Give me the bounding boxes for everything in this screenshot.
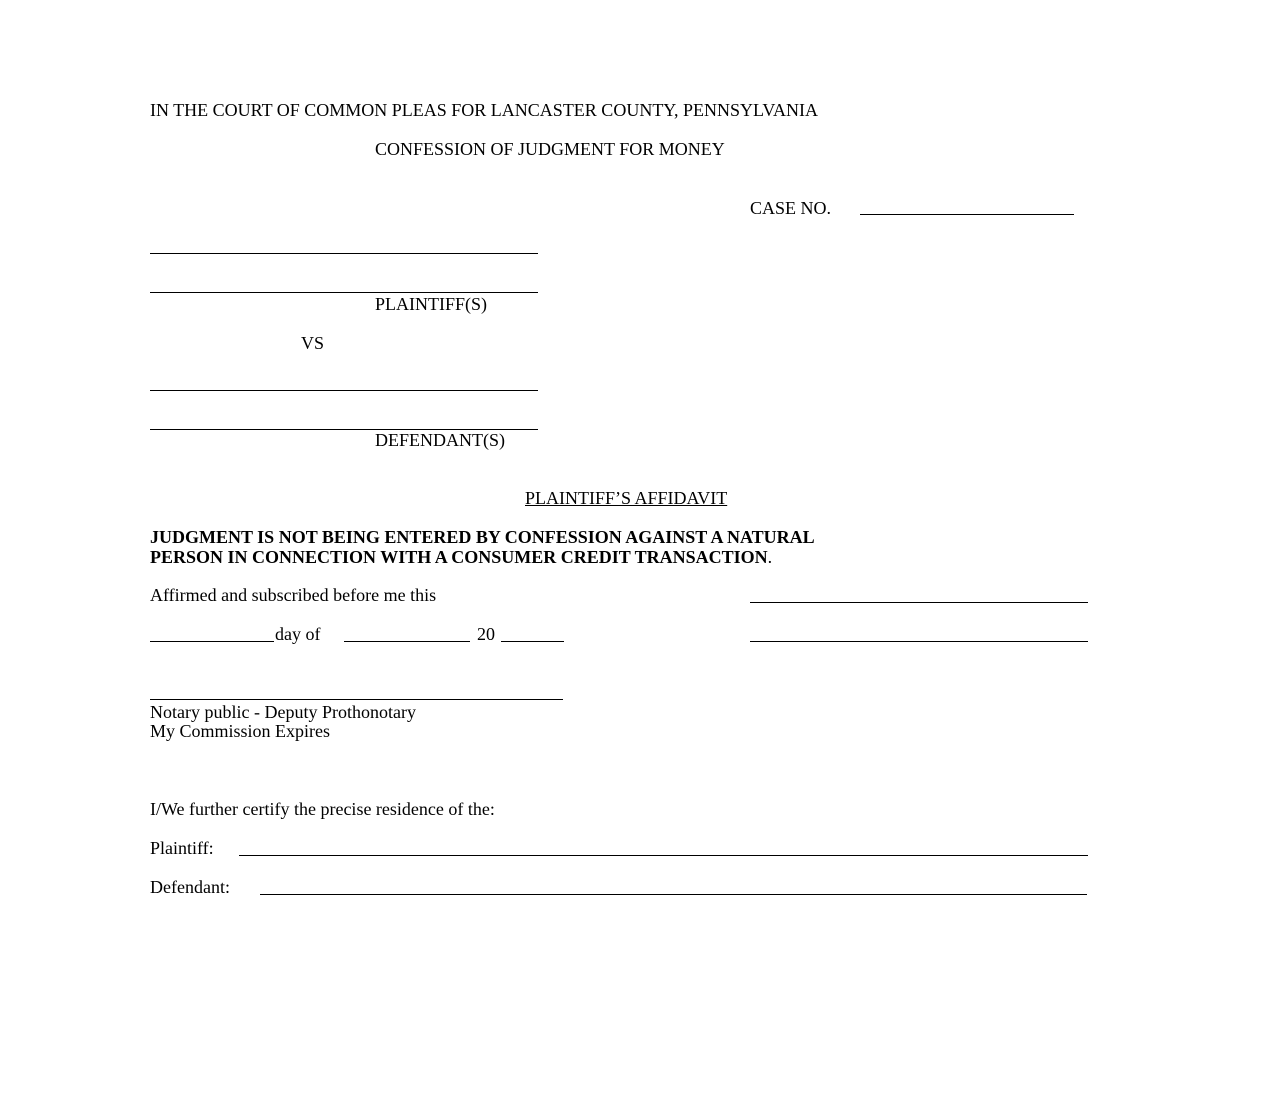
plaintiff-label: PLAINTIFF(S) xyxy=(375,294,488,314)
form-title: CONFESSION OF JUDGMENT FOR MONEY xyxy=(375,139,725,159)
statement-period: . xyxy=(767,547,773,567)
defendant-name-line-1[interactable] xyxy=(150,373,538,391)
defendant-name-line-2[interactable] xyxy=(150,412,538,430)
year-prefix: 20 xyxy=(477,624,495,644)
case-number-field[interactable] xyxy=(860,197,1074,215)
court-heading: IN THE COURT OF COMMON PLEAS FOR LANCASTER COUNTY, PENNSYLVANIA xyxy=(150,100,819,120)
notary-signature-line[interactable] xyxy=(150,682,563,700)
defendant-residence-field[interactable] xyxy=(260,877,1087,895)
versus-label: VS xyxy=(301,333,325,353)
commission-expires: My Commission Expires xyxy=(150,721,331,741)
signature-line-2[interactable] xyxy=(750,624,1088,642)
notary-title: Notary public - Deputy Prothonotary xyxy=(150,702,416,722)
case-number-label: CASE NO. xyxy=(750,198,832,218)
day-field[interactable] xyxy=(150,624,274,642)
day-of-label: day of xyxy=(275,624,321,644)
residence-intro: I/We further certify the precise residence of the: xyxy=(150,799,495,819)
statement-line-1: JUDGMENT IS NOT BEING ENTERED BY CONFESSION AGAINST A NATURAL xyxy=(150,527,815,547)
defendant-label: DEFENDANT(S) xyxy=(375,430,505,450)
plaintiff-name-line-2[interactable] xyxy=(150,275,538,293)
signature-line-1[interactable] xyxy=(750,585,1088,603)
plaintiff-residence-field[interactable] xyxy=(239,838,1088,856)
affirmed-text: Affirmed and subscribed before me this xyxy=(150,585,437,605)
affidavit-title: PLAINTIFF’S AFFIDAVIT xyxy=(525,488,728,508)
plaintiff-residence-label: Plaintiff: xyxy=(150,838,214,858)
statement-line-2-text: PERSON IN CONNECTION WITH A CONSUMER CREDIT TRANSACTION xyxy=(150,547,768,567)
year-field[interactable] xyxy=(501,624,564,642)
month-field[interactable] xyxy=(344,624,470,642)
plaintiff-name-line-1[interactable] xyxy=(150,236,538,254)
defendant-residence-label: Defendant: xyxy=(150,877,230,897)
statement-line-2 xyxy=(150,547,772,567)
